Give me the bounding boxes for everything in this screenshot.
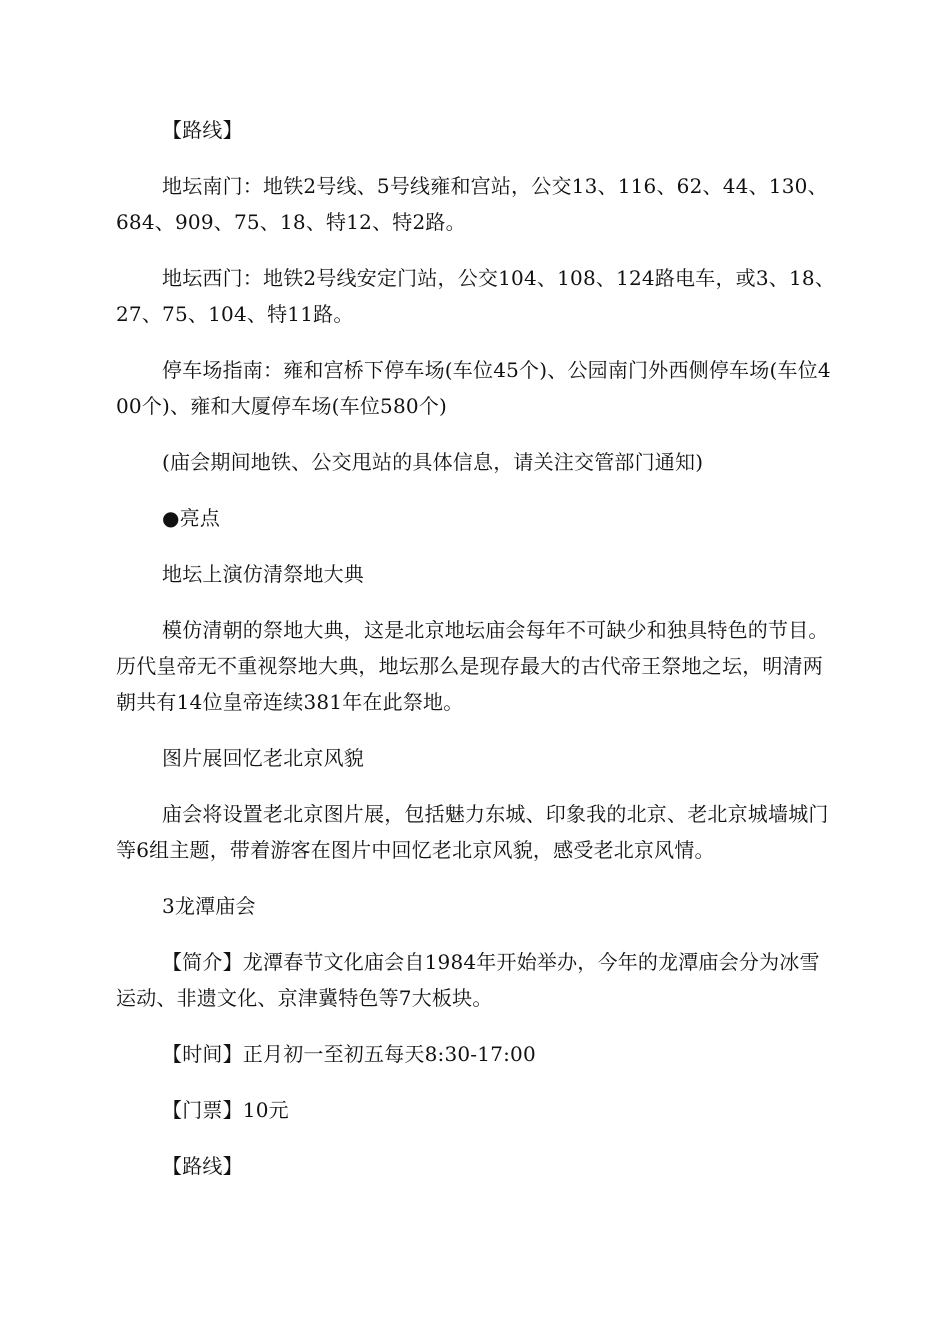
document-page: [116, 112, 836, 1184]
paragraph-notice: (庙会期间地铁、公交甩站的具体信息，请关注交管部门通知): [162, 450, 704, 474]
paragraph-photo-exhibit: 庙会将设置老北京图片展，包括魅力东城、印象我的北京、老北京城墙城门等6组主题，带着游客在图片中回忆老北京风貌，感受老北京风情。: [116, 802, 829, 862]
heading-longtan-fair: 3龙潭庙会: [162, 894, 256, 918]
heading-route-2: 【路线】: [162, 1154, 243, 1178]
subheading-ceremony: 地坛上演仿清祭地大典: [162, 562, 364, 586]
paragraph-time: 【时间】正月初一至初五每天8:30-17:00: [162, 1042, 536, 1066]
paragraph-south-gate: 地坛南门：地铁2号线、5号线雍和宫站，公交13、116、62、44、130、684、909、75、18、特12、特2路。: [116, 174, 828, 234]
heading-route-1: 【路线】: [162, 118, 243, 142]
paragraph-intro: 【简介】龙潭春节文化庙会自1984年开始举办，今年的龙潭庙会分为冰雪运动、非遗文化、京津冀特色等7大板块。: [116, 950, 820, 1010]
paragraph-west-gate: 地坛西门：地铁2号线安定门站，公交104、108、124路电车，或3、18、27、75、104、特11路。: [116, 266, 836, 326]
subheading-photo-exhibit: 图片展回忆老北京风貌: [162, 746, 364, 770]
paragraph-parking: 停车场指南：雍和宫桥下停车场(车位45个)、公园南门外西侧停车场(车位400个)、雍和大厦停车场(车位580个): [116, 358, 831, 418]
heading-highlights: ●亮点: [162, 506, 221, 530]
paragraph-ticket: 【门票】10元: [162, 1098, 289, 1122]
paragraph-ceremony: 模仿清朝的祭地大典，这是北京地坛庙会每年不可缺少和独具特色的节目。历代皇帝无不重视祭地大典，地坛那么是现存最大的古代帝王祭地之坛，明清两朝共有14位皇帝连续381年在此祭地。: [116, 618, 829, 714]
